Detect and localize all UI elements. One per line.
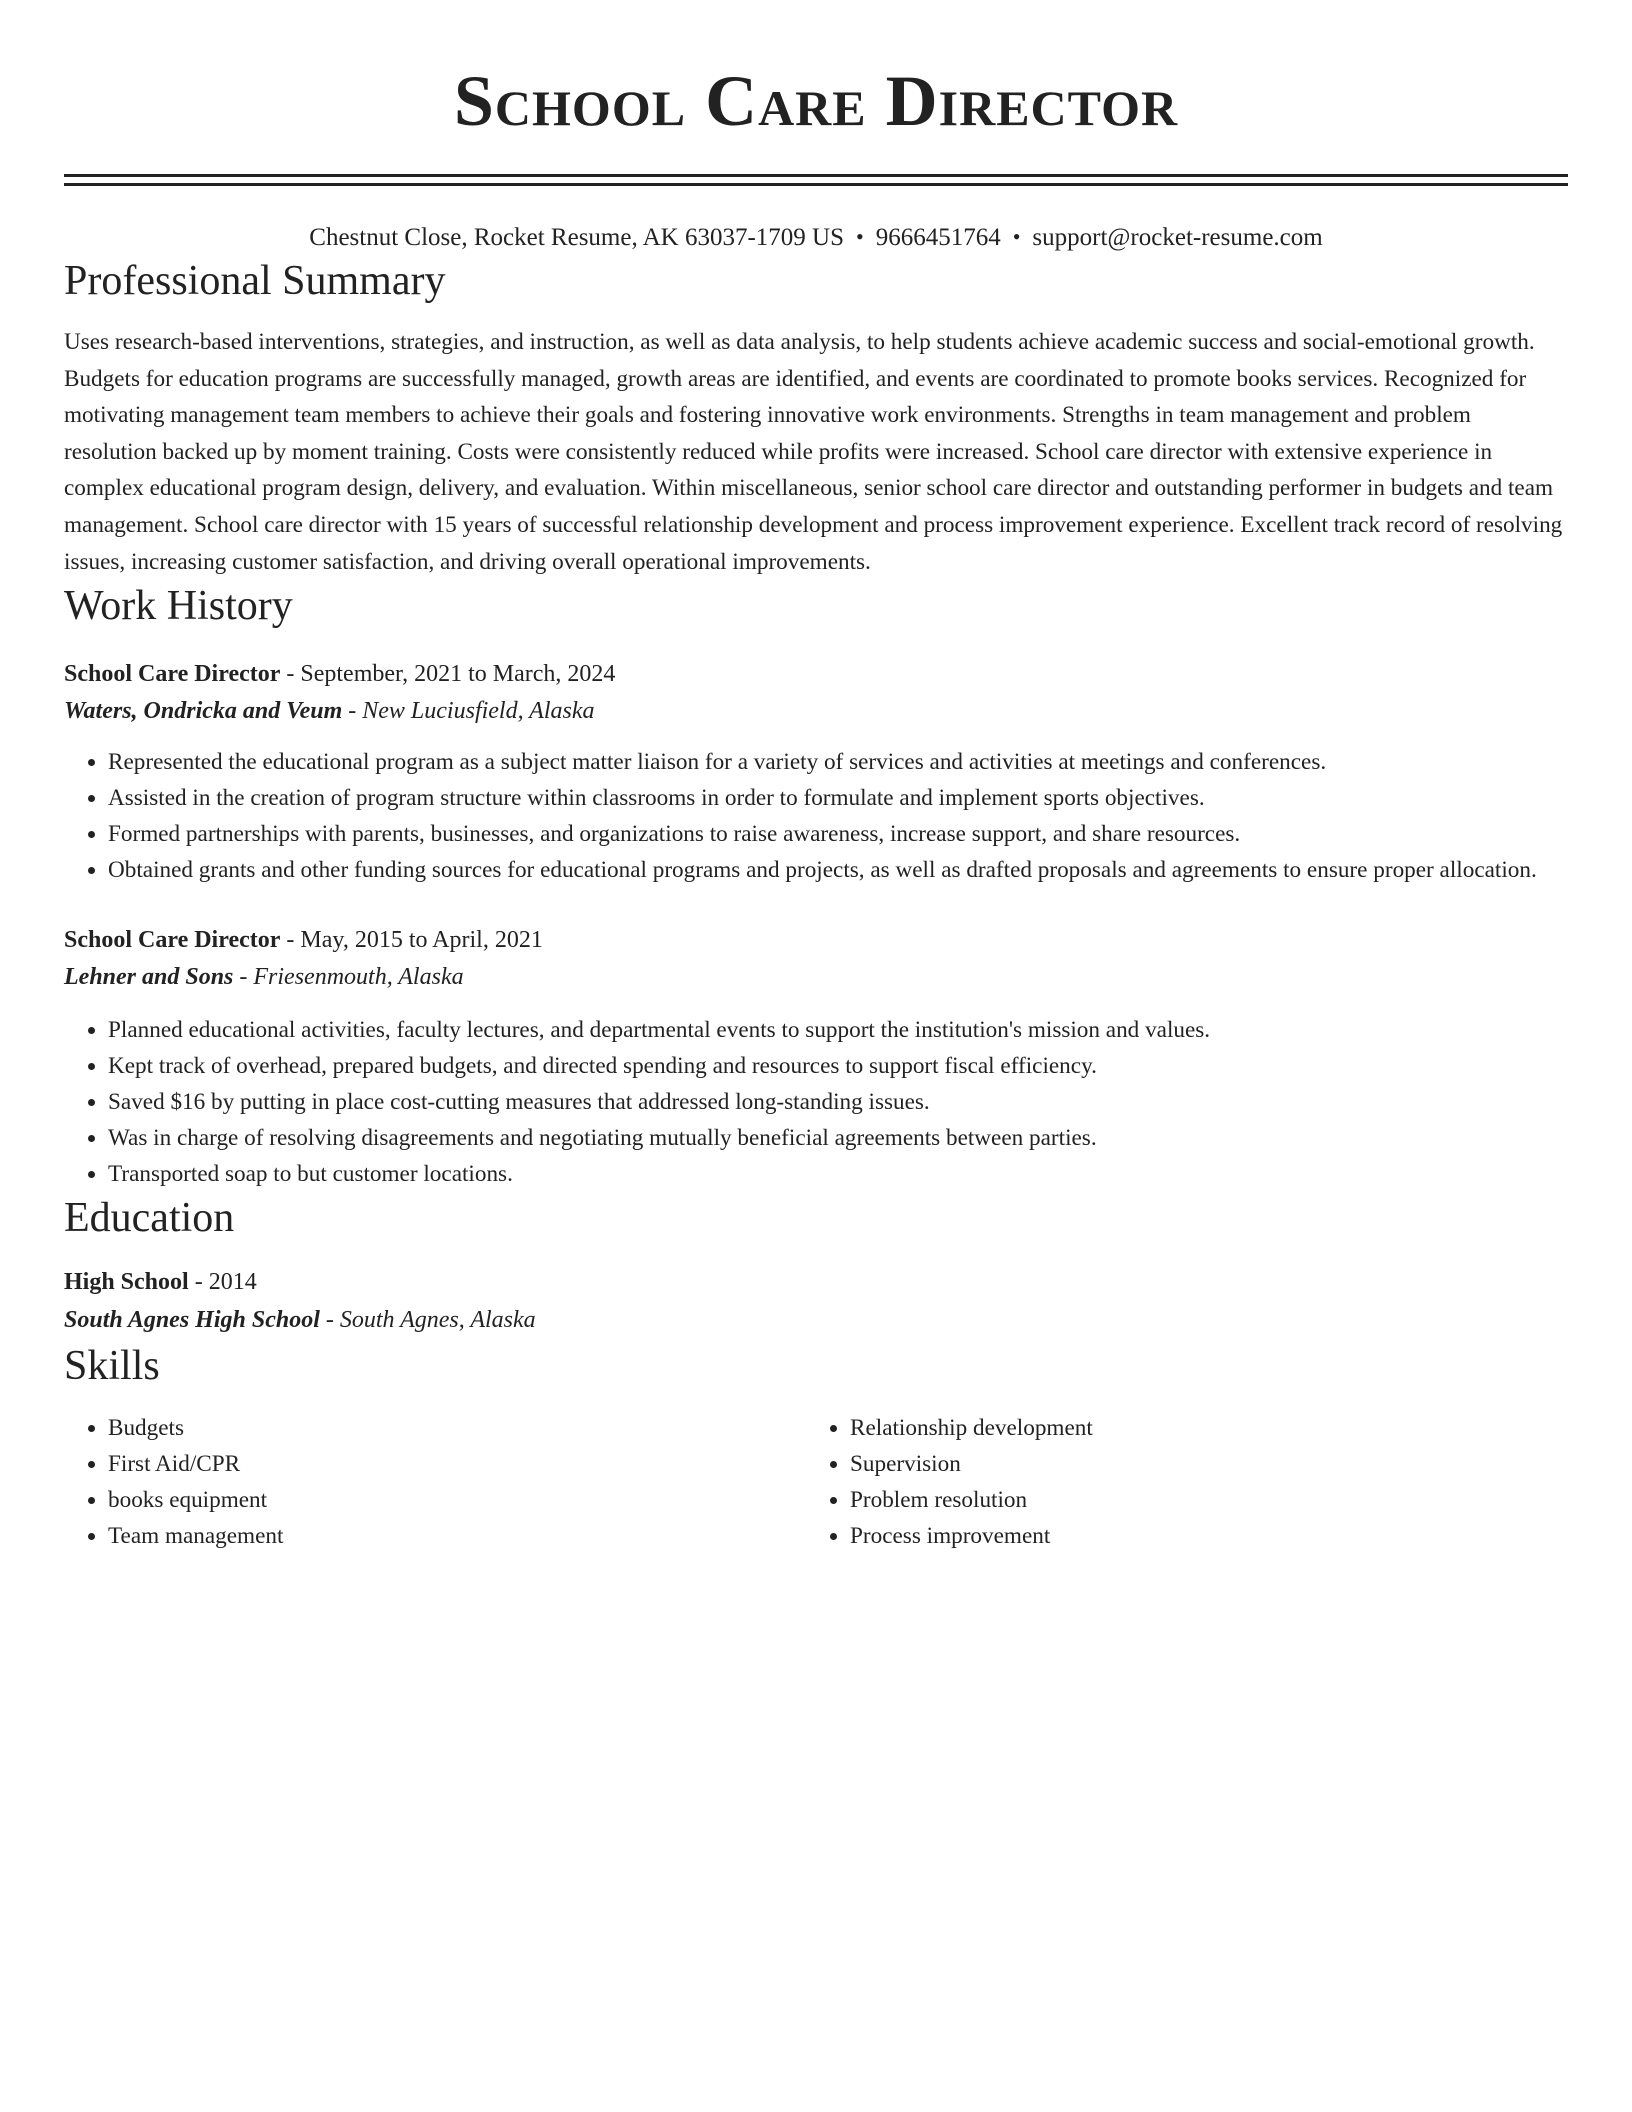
skill-item: • Problem resolution — [850, 1482, 1548, 1518]
education-degree-line — [64, 1264, 1568, 1300]
summary-heading: Professional Summary — [64, 258, 446, 304]
skills-columns — [64, 1410, 1568, 1554]
education-entry — [64, 1264, 1568, 1340]
job-bullet: • Formed partnerships with parents, businesses, and organizations to raise awareness, increase support, and share resources. — [108, 816, 1568, 852]
job-dates: May, 2015 to April, 2021 — [300, 927, 543, 954]
education-school: South Agnes High School — [64, 1307, 320, 1334]
job-separator: - — [233, 964, 254, 991]
job-company-line — [64, 958, 1568, 996]
education-location: South Agnes, Alaska — [339, 1307, 536, 1334]
job-bullet: • Was in charge of resolving disagreements and negotiating mutually beneficial agreements between parties. — [108, 1120, 1568, 1156]
job-bullet: • Assisted in the creation of program structure within classrooms in order to formulate and implement sports objectives. — [108, 780, 1568, 816]
job-title-line — [64, 922, 1568, 958]
skills-right-column — [806, 1410, 1548, 1554]
work-history-heading: Work History — [64, 583, 293, 630]
contact-separator: • — [1012, 224, 1021, 249]
contact-email: support@rocket-resume.com — [1032, 224, 1323, 251]
job-company: Lehner and Sons — [64, 964, 234, 991]
contact-address: Chestnut Close, Rocket Resume, AK 63037-1709 US — [309, 224, 844, 251]
job-separator: - — [280, 927, 301, 954]
skill-item: • Process improvement — [850, 1518, 1548, 1554]
job-company: Waters, Ondricka and Veum — [64, 698, 343, 725]
skill-item: • First Aid/CPR — [108, 1446, 806, 1482]
education-heading: Education — [64, 1195, 235, 1242]
job-bullet: • Transported soap to but customer locations. — [108, 1156, 1568, 1192]
skills-left-column — [64, 1410, 806, 1554]
education-separator: - — [188, 1269, 209, 1296]
job-bullets — [64, 1012, 1568, 1192]
job-separator: - — [342, 698, 363, 725]
job-location: New Luciusfield, Alaska — [362, 698, 595, 725]
education-year: 2014 — [208, 1269, 257, 1296]
summary-text: Uses research-based interventions, strategies, and instruction, as well as data analysis, to help students achieve academic success and social-emotional growth. Budgets for education programs are successfully managed, growth areas are identified, and events are coordinated to promote books services. Recognized for motivating management team members to achieve their goals and fostering innovative work environments. Strengths in team management and problem resolution backed up by moment training. Costs were consistently reduced while profits were increased. School care director with extensive experience in complex educational program design, delivery, and evaluation. Within miscellaneous, senior school care director and outstanding performer in budgets and team management. School care director with 15 years of successful relationship development and process improvement experience. Excellent track record of resolving issues, increasing customer satisfaction, and driving overall operational improvements. — [64, 329, 1563, 575]
contact-phone: 9666451764 — [875, 224, 1001, 251]
job-role: School Care Director — [64, 927, 281, 954]
skill-item: • Budgets — [108, 1410, 806, 1446]
header-rule-bottom — [64, 183, 1568, 186]
skill-item: • Relationship development — [850, 1410, 1548, 1446]
job-bullet: • Planned educational activities, faculty lectures, and departmental events to support the institution's mission and values. — [108, 1012, 1568, 1048]
job-bullet: • Kept track of overhead, prepared budgets, and directed spending and resources to support fiscal efficiency. — [108, 1048, 1568, 1084]
job-company-line — [64, 692, 1568, 730]
skills-heading: Skills — [64, 1343, 160, 1390]
contact-line — [64, 220, 1568, 255]
education-school-line — [64, 1300, 1568, 1340]
job-bullet: • Obtained grants and other funding sources for educational programs and projects, as well as drafted proposals and agreements to ensure proper allocation. — [108, 852, 1568, 888]
job-title-line — [64, 656, 1568, 692]
header-rule-top — [64, 174, 1568, 177]
job-role: School Care Director — [64, 661, 281, 688]
job-dates: September, 2021 to March, 2024 — [300, 661, 616, 688]
job-entry — [64, 656, 1568, 888]
education-degree: High School — [64, 1269, 189, 1296]
job-separator: - — [280, 661, 301, 688]
job-location: Friesenmouth, Alaska — [253, 964, 464, 991]
job-bullet: • Saved $16 by putting in place cost-cutting measures that addressed long-standing issues. — [108, 1084, 1568, 1120]
education-separator: - — [319, 1307, 340, 1334]
resume-name: School Care Director — [453, 61, 1179, 141]
job-bullets — [64, 744, 1568, 888]
skill-item: • books equipment — [108, 1482, 806, 1518]
job-entry — [64, 922, 1568, 1192]
job-bullet: • Represented the educational program as a subject matter liaison for a variety of services and activities at meetings and conferences. — [108, 744, 1568, 780]
skill-item: • Supervision — [850, 1446, 1548, 1482]
contact-separator: • — [856, 224, 864, 249]
skill-item: • Team management — [108, 1518, 806, 1554]
